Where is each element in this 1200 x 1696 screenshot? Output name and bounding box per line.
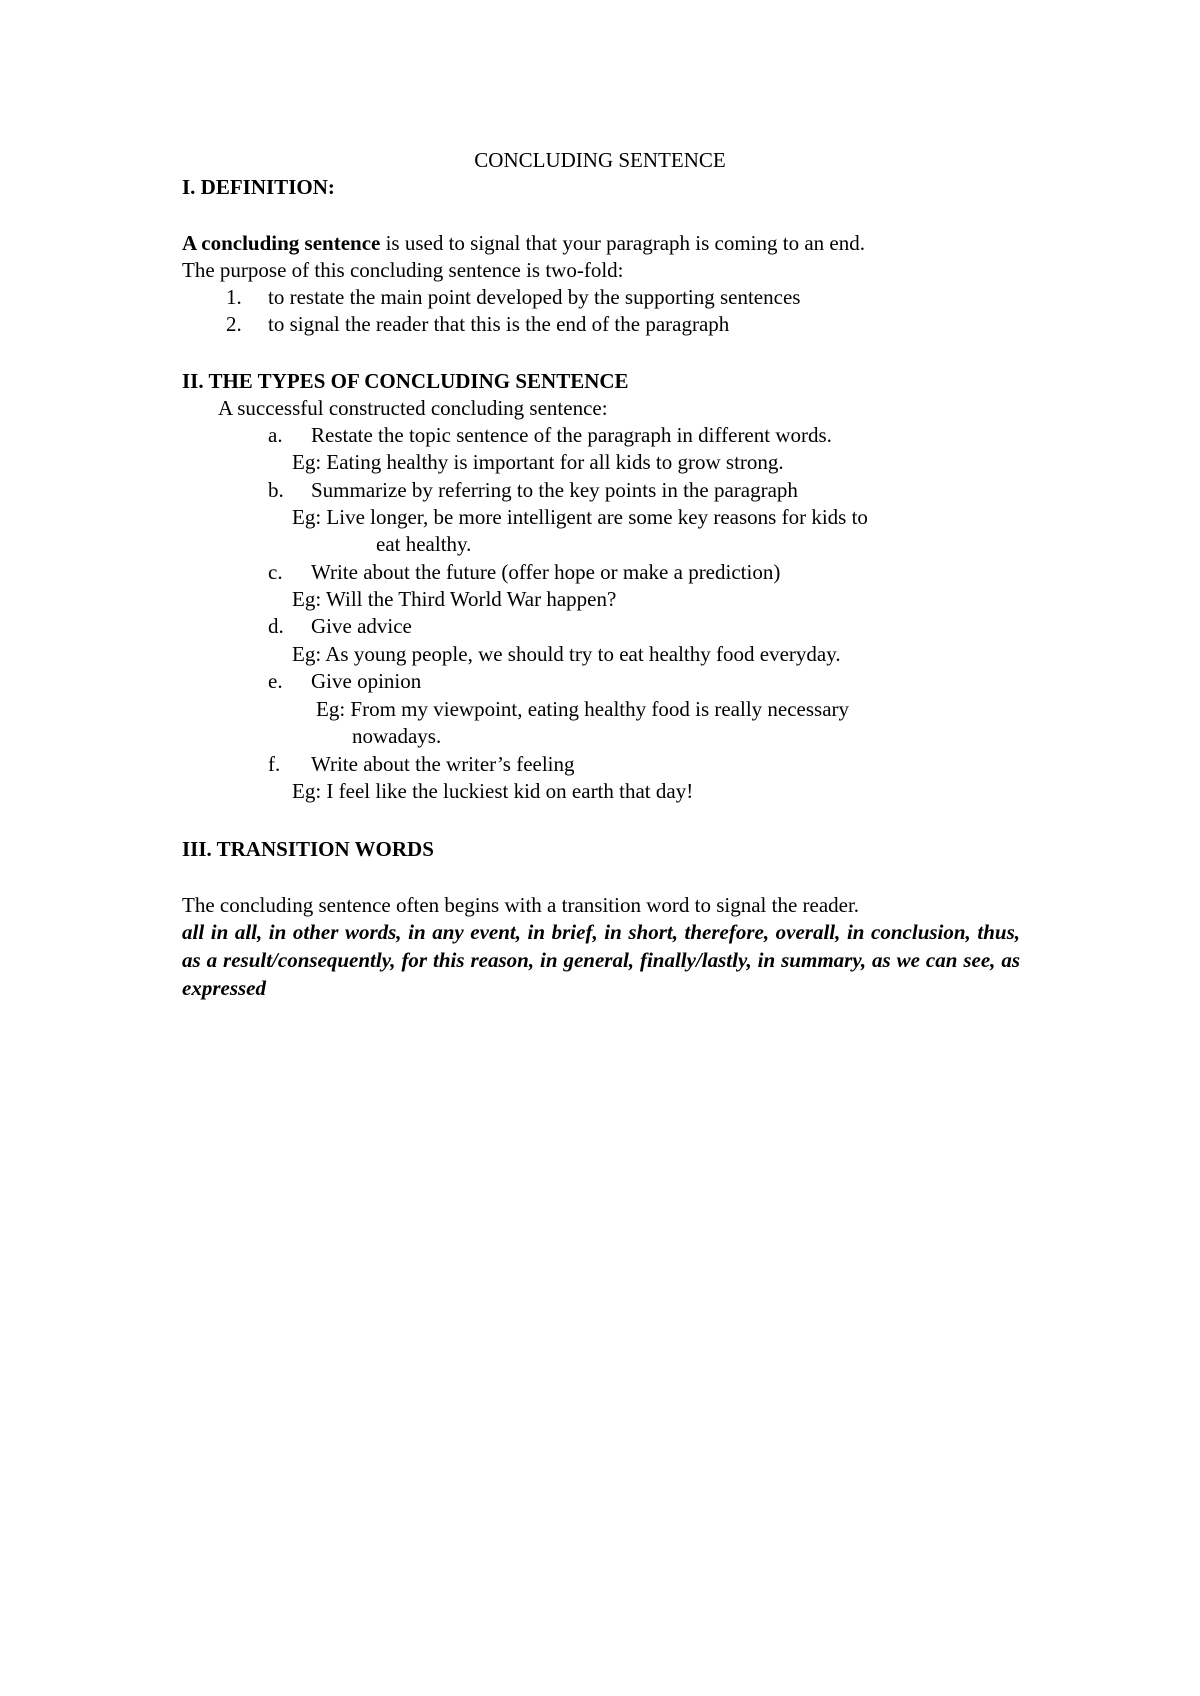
section-1-heading: I. DEFINITION:	[182, 175, 335, 199]
type-letter: b.	[268, 478, 284, 502]
type-letter: d.	[268, 614, 284, 638]
example-line: Eg: Will the Third World War happen?	[292, 587, 617, 611]
type-item: Write about the writer’s feeling	[311, 752, 575, 776]
list-item: to restate the main point developed by the supporting sentences	[268, 285, 801, 309]
list-item: to signal the reader that this is the end of the paragraph	[268, 312, 730, 336]
section-2-intro: A successful constructed concluding sentence:	[218, 396, 608, 420]
definition-rest: is used to signal that your paragraph is coming to an end.	[380, 231, 865, 255]
example-line: Eg: From my viewpoint, eating healthy food is really necessary	[316, 697, 850, 721]
type-letter: e.	[268, 669, 283, 693]
list-item-number: 2.	[226, 312, 242, 336]
example-line: Eg: Live longer, be more intelligent are some key reasons for kids to	[292, 505, 868, 529]
example-line: eat healthy.	[376, 532, 472, 556]
page-title: CONCLUDING SENTENCE	[474, 148, 726, 172]
section-3-intro: The concluding sentence often begins with a transition word to signal the reader.	[182, 893, 860, 917]
example-line: Eg: I feel like the luckiest kid on earth that day!	[292, 779, 694, 803]
type-letter: a.	[268, 423, 283, 447]
definition-sentence	[182, 229, 865, 257]
transition-words: all in all, in other words, in any event, in brief, in short, therefore, overall, in conclusion, thus, as a result/consequently, for this reason, in general, finally/lastly, in summary, as we can see, as expressed	[182, 920, 1020, 1000]
type-item: Give opinion	[311, 669, 422, 693]
list-item-number: 1.	[226, 285, 242, 309]
purpose-sentence: The purpose of this concluding sentence is two-fold:	[182, 258, 624, 282]
type-item: Summarize by referring to the key points in the paragraph	[311, 478, 798, 502]
definition-term: A concluding sentence	[182, 231, 381, 255]
example-line: Eg: Eating healthy is important for all kids to grow strong.	[292, 450, 784, 474]
type-item: Write about the future (offer hope or make a prediction)	[311, 560, 781, 584]
example-line: nowadays.	[352, 724, 442, 748]
type-letter: f.	[268, 752, 281, 776]
section-3-heading: III. TRANSITION WORDS	[182, 837, 434, 861]
section-2-heading: II. THE TYPES OF CONCLUDING SENTENCE	[182, 369, 629, 393]
example-line: Eg: As young people, we should try to eat healthy food everyday.	[292, 642, 841, 666]
type-letter: c.	[268, 560, 283, 584]
type-item: Restate the topic sentence of the paragraph in different words.	[311, 423, 832, 447]
type-item: Give advice	[311, 614, 412, 638]
